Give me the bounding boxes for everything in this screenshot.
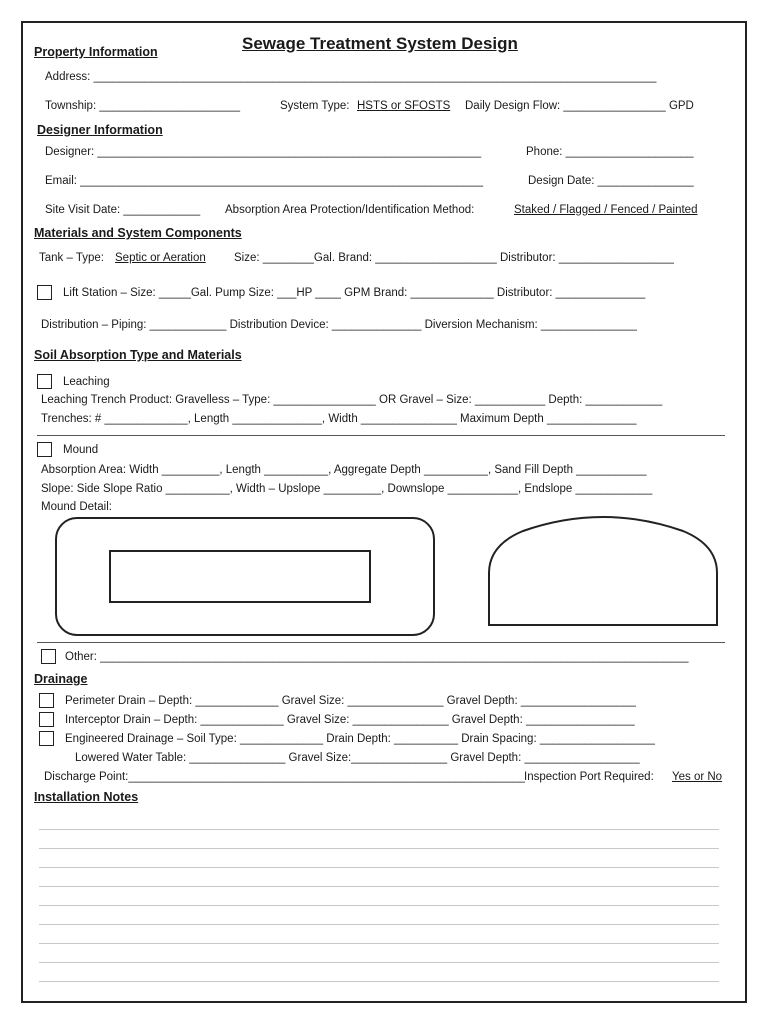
township-field[interactable]: Township: ______________________ — [45, 100, 241, 112]
lowered-water-table-field[interactable]: Lowered Water Table: _______________ Gravel Size:_______________ Gravel Depth: __________________ — [75, 752, 640, 764]
mound-detail-label: Mound Detail: — [41, 501, 112, 513]
notes-line[interactable] — [39, 867, 719, 868]
notes-line[interactable] — [39, 905, 719, 906]
email-field[interactable]: Email: _______________________________________________________________ — [45, 175, 484, 187]
tank-type-label: Tank – Type: — [39, 252, 104, 264]
design-date-field[interactable]: Design Date: _______________ — [528, 175, 694, 187]
distribution-field[interactable]: Distribution – Piping: ____________ Distribution Device: ______________ Diversion Mechanism: _______________ — [41, 319, 637, 331]
engineered-drainage-field[interactable]: Engineered Drainage – Soil Type: _____________ Drain Depth: __________ Drain Spacing: __________________ — [65, 733, 655, 745]
divider — [37, 642, 725, 643]
notes-line[interactable] — [39, 943, 719, 944]
other-checkbox[interactable] — [41, 649, 56, 664]
trenches-field[interactable]: Trenches: # _____________, Length ______________, Width _______________ Maximum Depth ______________ — [41, 413, 637, 425]
system-type-label: System Type: — [280, 100, 350, 112]
leaching-label: Leaching — [63, 376, 110, 388]
lift-station-field[interactable]: Lift Station – Size: _____Gal. Pump Size: ___HP ____ GPM Brand: _____________ Distributor: ______________ — [63, 287, 646, 299]
divider — [37, 435, 725, 436]
drainage-heading: Drainage — [34, 672, 88, 686]
soil-heading: Soil Absorption Type and Materials — [34, 348, 242, 362]
address-field[interactable]: Address: ________________________________________________________________________________________ — [45, 71, 657, 83]
design-flow-field[interactable]: Daily Design Flow: ________________ GPD — [465, 100, 694, 112]
notes-line[interactable] — [39, 962, 719, 963]
page-title: Sewage Treatment System Design — [242, 34, 518, 53]
absorption-area-field[interactable]: Absorption Area: Width _________, Length __________, Aggregate Depth __________, Sand Fill Depth ___________ — [41, 464, 647, 476]
tank-details[interactable]: Size: ________Gal. Brand: ___________________ Distributor: __________________ — [234, 252, 674, 264]
designer-field[interactable]: Designer: ____________________________________________________________ — [45, 146, 482, 158]
discharge-point-field[interactable]: Discharge Point:______________________________________________________________ — [44, 771, 525, 783]
perimeter-drain-checkbox[interactable] — [39, 693, 54, 708]
tank-type-options[interactable]: Septic or Aeration — [115, 252, 206, 264]
notes-heading: Installation Notes — [34, 790, 139, 804]
system-type-options[interactable]: HSTS or SFOSTS — [357, 100, 451, 112]
notes-line[interactable] — [39, 829, 719, 830]
inspection-port-options[interactable]: Yes or No — [672, 771, 723, 783]
interceptor-drain-checkbox[interactable] — [39, 712, 54, 727]
notes-line[interactable] — [39, 848, 719, 849]
mound-profile-drawing — [483, 515, 743, 631]
mound-checkbox[interactable] — [37, 442, 52, 457]
form-frame — [21, 21, 747, 1003]
site-visit-field[interactable]: Site Visit Date: ____________ — [45, 204, 201, 216]
notes-line[interactable] — [39, 981, 719, 982]
phone-field[interactable]: Phone: ____________________ — [526, 146, 694, 158]
mound-label: Mound — [63, 444, 99, 456]
protection-options[interactable]: Staked / Flagged / Fenced / Painted — [514, 204, 698, 216]
engineered-drainage-checkbox[interactable] — [39, 731, 54, 746]
mound-plan-inner — [109, 550, 371, 603]
inspection-port-label: Inspection Port Required: — [524, 771, 654, 783]
other-field[interactable]: Other: ____________________________________________________________________________________________ — [65, 651, 689, 663]
notes-line[interactable] — [39, 886, 719, 887]
designer-heading: Designer Information — [37, 123, 163, 137]
protection-label: Absorption Area Protection/Identification Method: — [225, 204, 475, 216]
materials-heading: Materials and System Components — [34, 226, 242, 240]
leaching-checkbox[interactable] — [37, 374, 52, 389]
property-heading: Property Information — [34, 45, 158, 59]
perimeter-drain-field[interactable]: Perimeter Drain – Depth: _____________ Gravel Size: _______________ Gravel Depth: __________________ — [65, 695, 636, 707]
lift-station-checkbox[interactable] — [37, 285, 52, 300]
notes-line[interactable] — [39, 924, 719, 925]
mound-profile-outline — [489, 517, 717, 625]
leaching-trench-field[interactable]: Leaching Trench Product: Gravelless – Type: ________________ OR Gravel – Size: ___________ Depth: ____________ — [41, 394, 663, 406]
slope-field[interactable]: Slope: Side Slope Ratio __________, Width – Upslope _________, Downslope ___________, Endslope ____________ — [41, 483, 653, 495]
interceptor-drain-field[interactable]: Interceptor Drain – Depth: _____________ Gravel Size: _______________ Gravel Depth: _________________ — [65, 714, 635, 726]
